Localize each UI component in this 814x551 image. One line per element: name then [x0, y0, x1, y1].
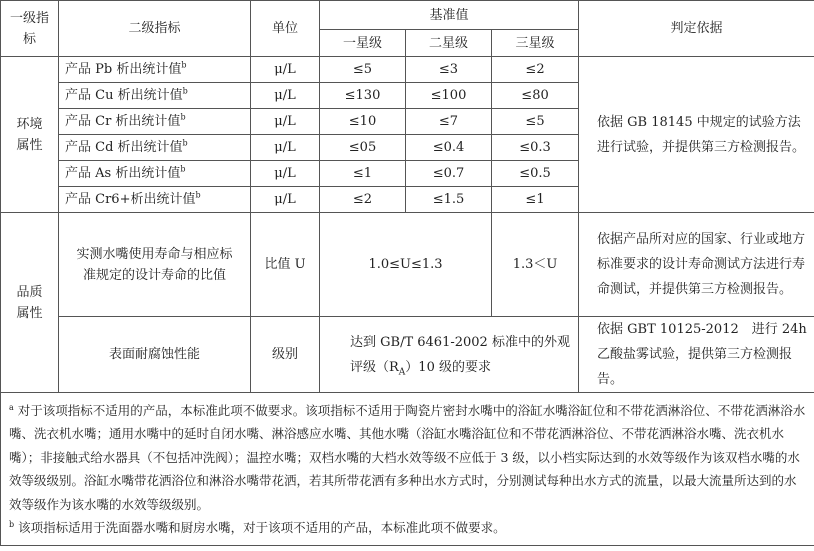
env-row-unit: μ/L — [251, 135, 320, 161]
env-row-star3: ≤5 — [492, 109, 579, 135]
env-row-unit: μ/L — [251, 57, 320, 83]
env-row-star3: ≤0.5 — [492, 161, 579, 187]
quality-corrosion-basis: 依据 GBT 10125-2012 进行 24h 乙酸盐雾试验，提供第三方检测报告。 — [579, 317, 814, 393]
quality-life-range-3: 1.3＜U — [492, 213, 579, 317]
env-row-star2: ≤7 — [406, 109, 492, 135]
header-star1: 一星级 — [320, 30, 406, 57]
category-environment: 环境属性 — [1, 57, 59, 213]
env-row-unit: μ/L — [251, 109, 320, 135]
header-star3: 三星级 — [492, 30, 579, 57]
env-row-star3: ≤80 — [492, 83, 579, 109]
quality-corrosion-name: 表面耐腐蚀性能 — [59, 317, 251, 393]
env-row-unit: μ/L — [251, 187, 320, 213]
category-quality: 品质属性 — [1, 213, 59, 393]
quality-corrosion-unit: 级别 — [251, 317, 320, 393]
header-level1: 一级指标 — [1, 1, 59, 57]
env-row-name: 产品 Cu 析出统计值$^b$ — [59, 83, 251, 109]
env-row-star1: ≤130 — [320, 83, 406, 109]
env-row-name: 产品 Pb 析出统计值$^b$ — [59, 57, 251, 83]
env-row-star3: ≤1 — [492, 187, 579, 213]
header-basis: 判定依据 — [579, 1, 814, 57]
quality-life-basis: 依据产品所对应的国家、行业或地方标准要求的设计寿命测试方法进行寿命测试，并提供第三方检测报告。 — [579, 213, 814, 317]
env-row-star2: ≤100 — [406, 83, 492, 109]
env-row-name: 产品 Cr6+析出统计值$^b$ — [59, 187, 251, 213]
quality-life-unit: 比值 U — [251, 213, 320, 317]
env-row-star2: ≤0.4 — [406, 135, 492, 161]
env-row-name: 产品 As 析出统计值$^b$ — [59, 161, 251, 187]
footnote-b: $^b$ 该项指标适用于洗面器水嘴和厨房水嘴，对于该项不适用的产品，本标准此项不做要求。 — [9, 519, 506, 535]
env-row-star2: ≤1.5 — [406, 187, 492, 213]
env-row-name: 产品 Cr 析出统计值$^b$ — [59, 109, 251, 135]
env-row-star1: ≤05 — [320, 135, 406, 161]
quality-corrosion-requirement: 达到 GB/T 6461-2002 标准中的外观评级$(R_A)10$ 级的要求 — [320, 317, 579, 393]
header-unit: 单位 — [251, 1, 320, 57]
env-row-star1: ≤10 — [320, 109, 406, 135]
env-row-star3: ≤2 — [492, 57, 579, 83]
env-row-star2: ≤3 — [406, 57, 492, 83]
env-row-star3: ≤0.3 — [492, 135, 579, 161]
env-basis: 依据 GB 18145 中规定的试验方法进行试验，并提供第三方检测报告。 — [579, 57, 814, 213]
header-level2: 二级指标 — [59, 1, 251, 57]
env-row-unit: μ/L — [251, 161, 320, 187]
env-row-star2: ≤0.7 — [406, 161, 492, 187]
env-row-star1: ≤2 — [320, 187, 406, 213]
header-star2: 二星级 — [406, 30, 492, 57]
env-row-unit: μ/L — [251, 83, 320, 109]
header-benchmark: 基准值 — [320, 1, 579, 30]
env-row-star1: ≤5 — [320, 57, 406, 83]
quality-life-name: 实测水嘴使用寿命与相应标准规定的设计寿命的比值 — [59, 213, 251, 317]
footnotes — [1, 393, 814, 546]
env-row-name: 产品 Cd 析出统计值$^b$ — [59, 135, 251, 161]
env-row-star1: ≤1 — [320, 161, 406, 187]
footnote-a: $^a$ 对于该项指标不适用的产品，本标准此项不做要求。该项指标不适用于陶瓷片密封水嘴中的浴缸水嘴浴缸位和不带花洒淋浴位、不带花洒淋浴水嘴、洗衣机水嘴；通用水嘴中的延时自闭水嘴、淋浴感应水嘴、其他水嘴（浴缸水嘴浴缸位和不带花洒淋浴位、不带花洒淋浴水嘴、洗衣机水嘴）；非接触式给水器具（不包括冲洗阀）；温控水嘴；双档水嘴的大档水效等级不应低于 3 级，以小档实际达到的水效等级作为该双档水嘴的水效等级级别。浴缸水嘴带花洒浴位和淋浴水嘴带花洒，若其所带花洒有多种出水方式时，分别测试每种出水方式的流量，以最大流量所达到的水效等级作为该水嘴的水效等级级别。 — [9, 402, 806, 512]
quality-life-range-12: 1.0≤U≤1.3 — [320, 213, 492, 317]
